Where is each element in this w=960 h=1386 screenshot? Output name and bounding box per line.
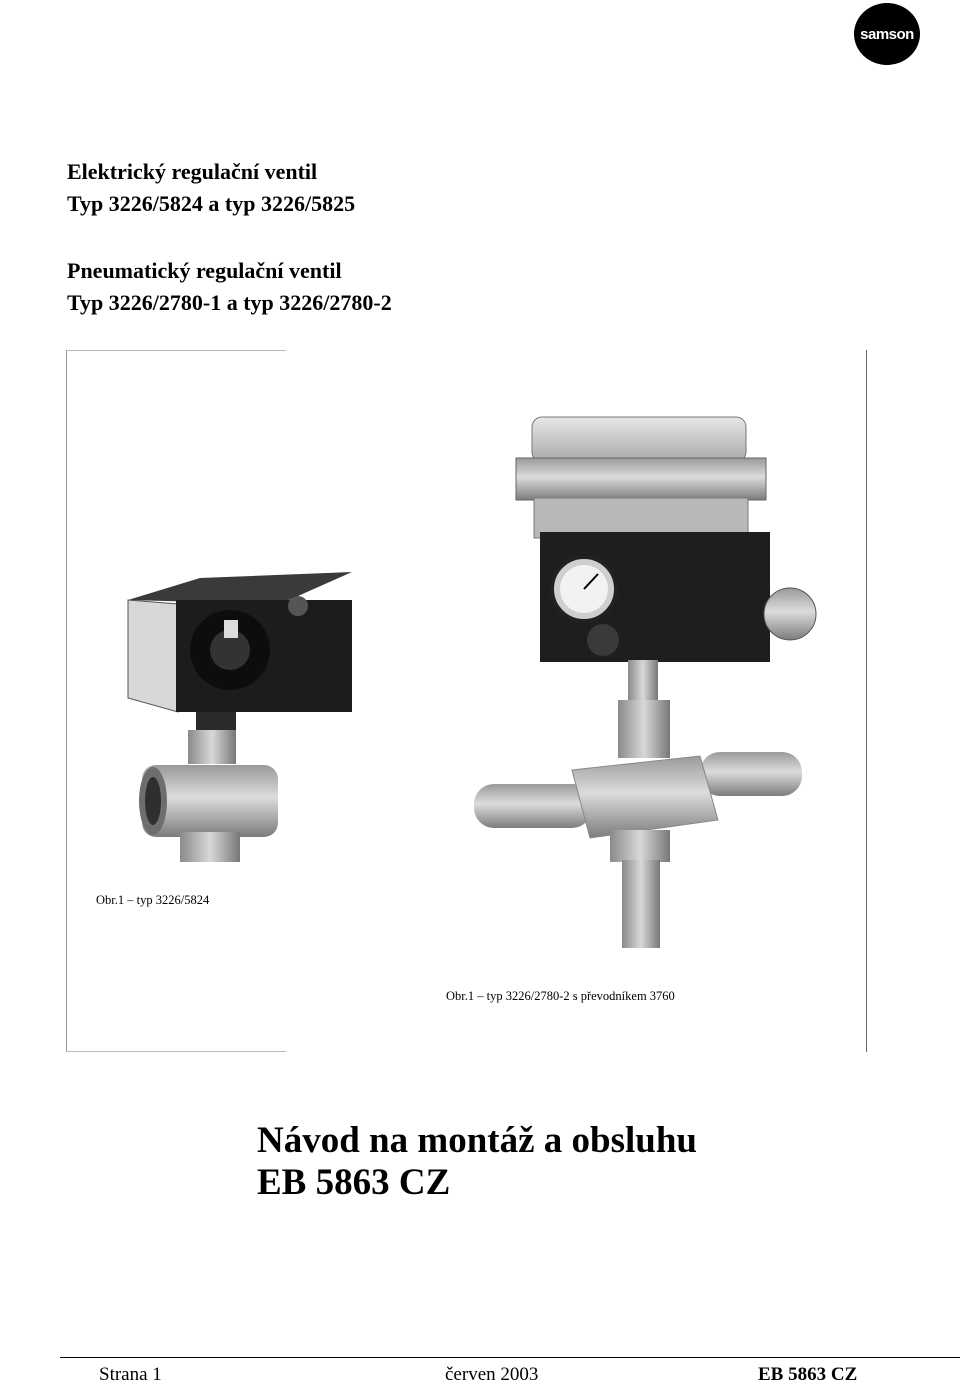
document-number: EB 5863 CZ	[257, 1162, 451, 1203]
figure-caption-electric: Obr.1 – typ 3226/5824	[96, 893, 210, 907]
footer-page-number: Strana 1	[99, 1364, 162, 1385]
footer-divider	[60, 1357, 960, 1358]
document-title-line1: Návod na montáž a obsluhu	[257, 1120, 698, 1161]
electric-valve-illustration	[128, 572, 352, 862]
electric-valve-title: Elektrický regulační ventil	[67, 159, 318, 184]
logo-text: samson	[860, 25, 914, 43]
pneumatic-valve-illustration	[474, 417, 816, 948]
pneumatic-valve-title: Pneumatický regulační ventil	[67, 258, 342, 283]
electric-valve-types: Typ 3226/5824 a typ 3226/5825	[67, 191, 356, 216]
footer-date: červen 2003	[445, 1364, 539, 1385]
pneumatic-valve-types: Typ 3226/2780-1 a typ 3226/2780-2	[67, 290, 392, 315]
footer-document-id: EB 5863 CZ	[758, 1364, 858, 1385]
figure-caption-pneumatic: Obr.1 – typ 3226/2780-2 s převodníkem 3760	[446, 989, 675, 1003]
document-title	[257, 1120, 697, 1204]
